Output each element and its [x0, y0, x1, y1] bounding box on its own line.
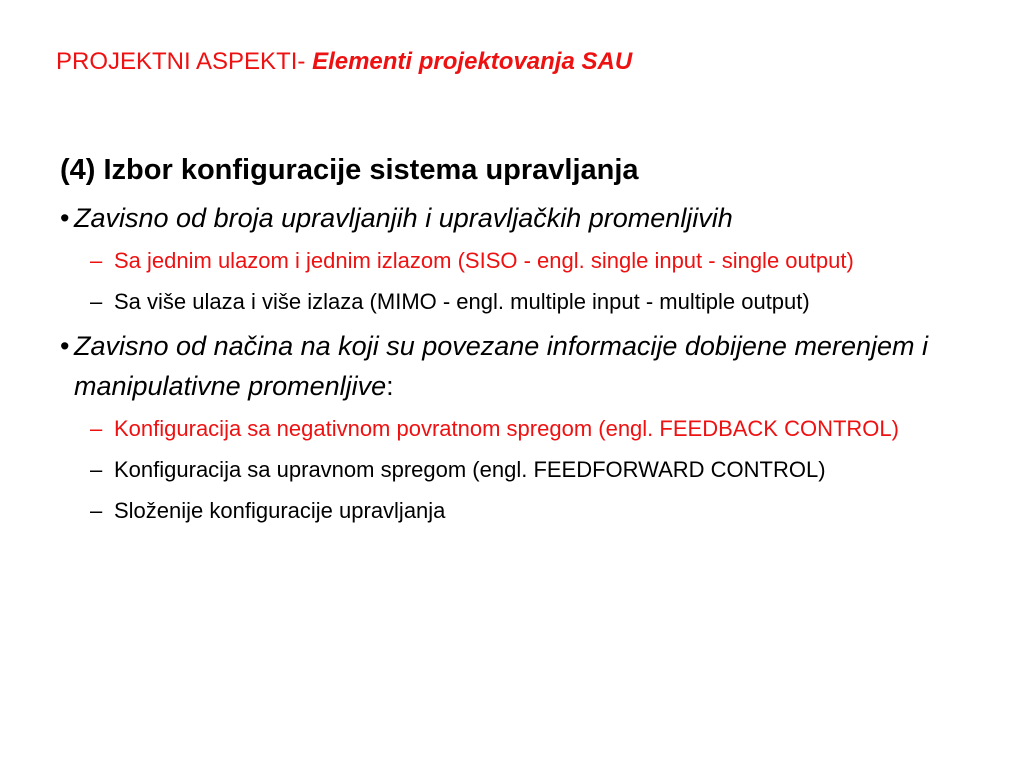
sub-item-text: Konfiguracija sa upravnom spregom (engl. FEEDFORWARD CONTROL) — [114, 457, 826, 482]
bullet-mark: • — [60, 331, 70, 361]
sub-item-mimo — [60, 285, 934, 318]
slide-content — [60, 150, 960, 535]
sub-item-siso — [60, 244, 934, 277]
dash-mark: – — [90, 498, 103, 523]
slide-title — [56, 44, 632, 80]
sub-item-text: Sa više ulaza i više izlaza (MIMO - engl. multiple input - multiple output) — [114, 289, 810, 314]
sub-item-text: Složenije konfiguracije upravljanja — [114, 498, 446, 523]
title-emphasis: Elementi projektovanja SAU — [312, 48, 633, 75]
sub-item-text: Sa jednim ulazom i jednim izlazom (SISO - engl. single input - single output) — [114, 248, 854, 273]
dash-mark: – — [90, 289, 103, 314]
bullet-mark: • — [60, 203, 70, 233]
sub-item-feedback — [60, 412, 934, 445]
bullet-text: Zavisno od načina na koji su povezane informacije dobijene merenjem i manipulativne promenljive — [74, 331, 928, 401]
section-heading: (4) Izbor konfiguracije sistema upravljanja — [60, 154, 639, 186]
title-prefix: PROJEKTNI ASPEKTI- — [56, 48, 313, 75]
sub-item-text: Konfiguracija sa negativnom povratnom spregom (engl. FEEDBACK CONTROL) — [114, 416, 899, 441]
bullet-control-variables — [60, 198, 960, 238]
bullet-trail: : — [386, 371, 394, 401]
dash-mark: – — [90, 248, 103, 273]
bullet-information-linking — [60, 326, 960, 406]
sub-item-feedforward — [60, 453, 934, 486]
dash-mark: – — [90, 416, 103, 441]
bullet-text: Zavisno od broja upravljanjih i upravljačkih promenljivih — [74, 203, 733, 233]
sub-item-complex — [60, 494, 934, 527]
dash-mark: – — [90, 457, 103, 482]
